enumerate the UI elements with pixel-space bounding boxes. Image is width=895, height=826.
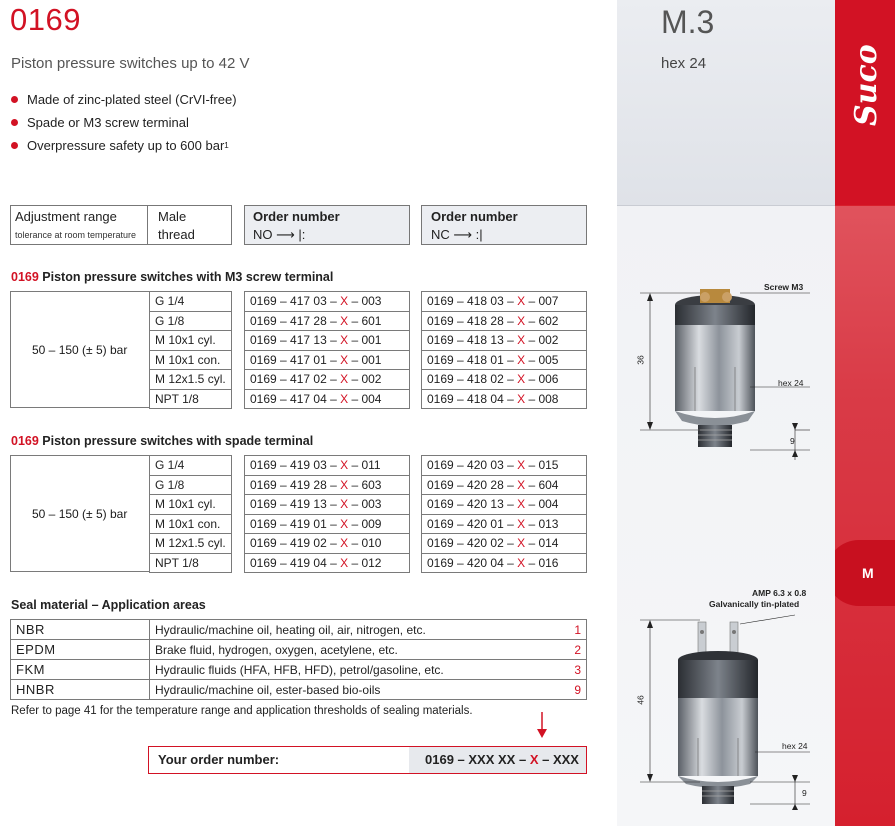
terminal-type: M.3 bbox=[661, 4, 715, 40]
thread-cell: M 12x1.5 cyl. bbox=[150, 534, 232, 554]
order-number-no: 0169 – 417 01 – X – 001 bbox=[245, 350, 410, 370]
product-spade-terminal-image bbox=[630, 610, 830, 810]
thread-cell: M 10x1 con. bbox=[150, 514, 232, 534]
order-number-label: Your order number: bbox=[158, 752, 280, 767]
seal-title: Seal material – Application areas bbox=[11, 598, 206, 612]
seal-description: Brake fluid, hydrogen, oxygen, acetylene, etc. bbox=[150, 640, 567, 660]
seal-code: NBR bbox=[11, 620, 150, 640]
seal-code: EPDM bbox=[11, 640, 150, 660]
thread-cell: NPT 1/8 bbox=[150, 389, 232, 409]
suco-logo bbox=[848, 28, 888, 128]
no-table-spade bbox=[244, 455, 410, 573]
thread-cell: M 12x1.5 cyl. bbox=[150, 370, 232, 390]
thread-cell: G 1/8 bbox=[150, 311, 232, 331]
thread-label-2: thread bbox=[158, 227, 195, 242]
order-number-no: 0169 – 417 04 – X – 004 bbox=[245, 389, 410, 409]
no-table-screw bbox=[244, 291, 410, 409]
product2-plating-label: Galvanically tin-plated bbox=[709, 599, 800, 609]
order-number-template: 0169 – XXX XX – X – XXX bbox=[425, 752, 579, 767]
seal-row bbox=[11, 640, 587, 660]
order-number-no: 0169 – 417 03 – X – 003 bbox=[245, 292, 410, 312]
order-number-nc: 0169 – 418 13 – X – 002 bbox=[422, 331, 587, 351]
bullet-icon bbox=[11, 119, 18, 126]
nc-table-spade bbox=[421, 455, 587, 573]
arrow-down-icon bbox=[537, 712, 547, 738]
logo-text: Suco bbox=[849, 44, 884, 126]
thread-cell: M 10x1 con. bbox=[150, 350, 232, 370]
seal-number: 3 bbox=[567, 660, 587, 680]
side-panel-header bbox=[617, 0, 835, 205]
feature-item: Overpressure safety up to 600 bar 1 bbox=[11, 134, 237, 157]
product2-height: 46 bbox=[635, 695, 646, 705]
adjust-label: Adjustment range bbox=[15, 209, 117, 224]
thread-cell: NPT 1/8 bbox=[150, 553, 232, 573]
thread-cell: M 10x1 cyl. bbox=[150, 331, 232, 351]
side-divider bbox=[617, 205, 835, 206]
order-number-no: 0169 – 417 28 – X – 601 bbox=[245, 311, 410, 331]
order-number-no: 0169 – 419 03 – X – 011 bbox=[245, 456, 410, 476]
order-number-no: 0169 – 419 01 – X – 009 bbox=[245, 514, 410, 534]
seal-note: Refer to page 41 for the temperature range and application thresholds of sealing materials. bbox=[11, 705, 473, 717]
order-number-no: 0169 – 417 02 – X – 002 bbox=[245, 370, 410, 390]
order-number-nc: 0169 – 420 02 – X – 014 bbox=[422, 534, 587, 554]
order-number-nc: 0169 – 420 28 – X – 604 bbox=[422, 475, 587, 495]
order-number-nc: 0169 – 420 01 – X – 013 bbox=[422, 514, 587, 534]
seal-row bbox=[11, 620, 587, 640]
thread-cell: G 1/4 bbox=[150, 456, 232, 476]
range-value: 50 – 150 (± 5) bar bbox=[32, 507, 128, 521]
feature-item: Spade or M3 screw terminal bbox=[11, 111, 237, 134]
order-no-sub: NO ⟶ |: bbox=[253, 227, 306, 242]
seal-description: Hydraulic/machine oil, heating oil, air, nitrogen, etc. bbox=[150, 620, 567, 640]
thread-cell: G 1/8 bbox=[150, 475, 232, 495]
order-number-no: 0169 – 417 13 – X – 001 bbox=[245, 331, 410, 351]
product2-terminal-label: AMP 6.3 x 0.8 bbox=[752, 588, 807, 598]
section-tab-label: M bbox=[862, 565, 874, 581]
order-number-nc: 0169 – 418 28 – X – 602 bbox=[422, 311, 587, 331]
seal-table bbox=[10, 619, 587, 700]
product2-thread-length: 9 bbox=[802, 788, 807, 798]
seal-row bbox=[11, 680, 587, 700]
seal-code: HNBR bbox=[11, 680, 150, 700]
product1-terminal-label: Screw M3 bbox=[764, 282, 804, 292]
thread-table-spade bbox=[149, 455, 232, 573]
seal-description: Hydraulic fluids (HFA, HFB, HFD), petrol/gasoline, etc. bbox=[150, 660, 567, 680]
product2-hex-label: hex 24 bbox=[782, 741, 808, 751]
product-screw-terminal-image bbox=[630, 275, 830, 470]
product1-thread-length: 9 bbox=[790, 436, 795, 446]
header-divider bbox=[147, 205, 148, 245]
order-number-no: 0169 – 419 02 – X – 010 bbox=[245, 534, 410, 554]
nc-table-screw bbox=[421, 291, 587, 409]
order-number-nc: 0169 – 420 03 – X – 015 bbox=[422, 456, 587, 476]
order-number-no: 0169 – 419 04 – X – 012 bbox=[245, 553, 410, 573]
order-number-nc: 0169 – 420 04 – X – 016 bbox=[422, 553, 587, 573]
thread-label-1: Male bbox=[158, 209, 187, 224]
hex-size: hex 24 bbox=[661, 55, 707, 72]
seal-number: 2 bbox=[567, 640, 587, 660]
adjust-sub: tolerance at room temperature bbox=[15, 230, 137, 240]
order-number-nc: 0169 – 418 02 – X – 006 bbox=[422, 370, 587, 390]
product1-height: 36 bbox=[635, 355, 646, 365]
bullet-icon bbox=[11, 96, 18, 103]
feature-list bbox=[11, 88, 237, 157]
brand-band-bottom bbox=[835, 206, 895, 826]
seal-description: Hydraulic/machine oil, ester-based bio-oils bbox=[150, 680, 567, 700]
product-code: 0169 bbox=[10, 2, 81, 37]
range-value: 50 – 150 (± 5) bar bbox=[32, 343, 128, 357]
thread-cell: M 10x1 cyl. bbox=[150, 495, 232, 515]
seal-row bbox=[11, 660, 587, 680]
order-no-label: Order number bbox=[253, 209, 340, 224]
order-number-nc: 0169 – 418 04 – X – 008 bbox=[422, 389, 587, 409]
bullet-icon bbox=[11, 142, 18, 149]
seal-number: 1 bbox=[567, 620, 587, 640]
order-nc-label: Order number bbox=[431, 209, 518, 224]
order-number-no: 0169 – 419 28 – X – 603 bbox=[245, 475, 410, 495]
feature-item: Made of zinc-plated steel (CrVI-free) bbox=[11, 88, 237, 111]
order-number-no: 0169 – 419 13 – X – 003 bbox=[245, 495, 410, 515]
section-title-screw: 0169 Piston pressure switches with M3 screw terminal bbox=[11, 270, 334, 284]
order-nc-sub: NC ⟶ :| bbox=[431, 227, 483, 242]
seal-number: 9 bbox=[567, 680, 587, 700]
seal-code: FKM bbox=[11, 660, 150, 680]
order-number-nc: 0169 – 418 03 – X – 007 bbox=[422, 292, 587, 312]
thread-table-screw bbox=[149, 291, 232, 409]
order-number-nc: 0169 – 420 13 – X – 004 bbox=[422, 495, 587, 515]
product1-hex-label: hex 24 bbox=[778, 378, 804, 388]
order-number-nc: 0169 – 418 01 – X – 005 bbox=[422, 350, 587, 370]
page-subtitle: Piston pressure switches up to 42 V bbox=[11, 55, 250, 72]
section-title-spade: 0169 Piston pressure switches with spade terminal bbox=[11, 434, 314, 448]
thread-cell: G 1/4 bbox=[150, 292, 232, 312]
